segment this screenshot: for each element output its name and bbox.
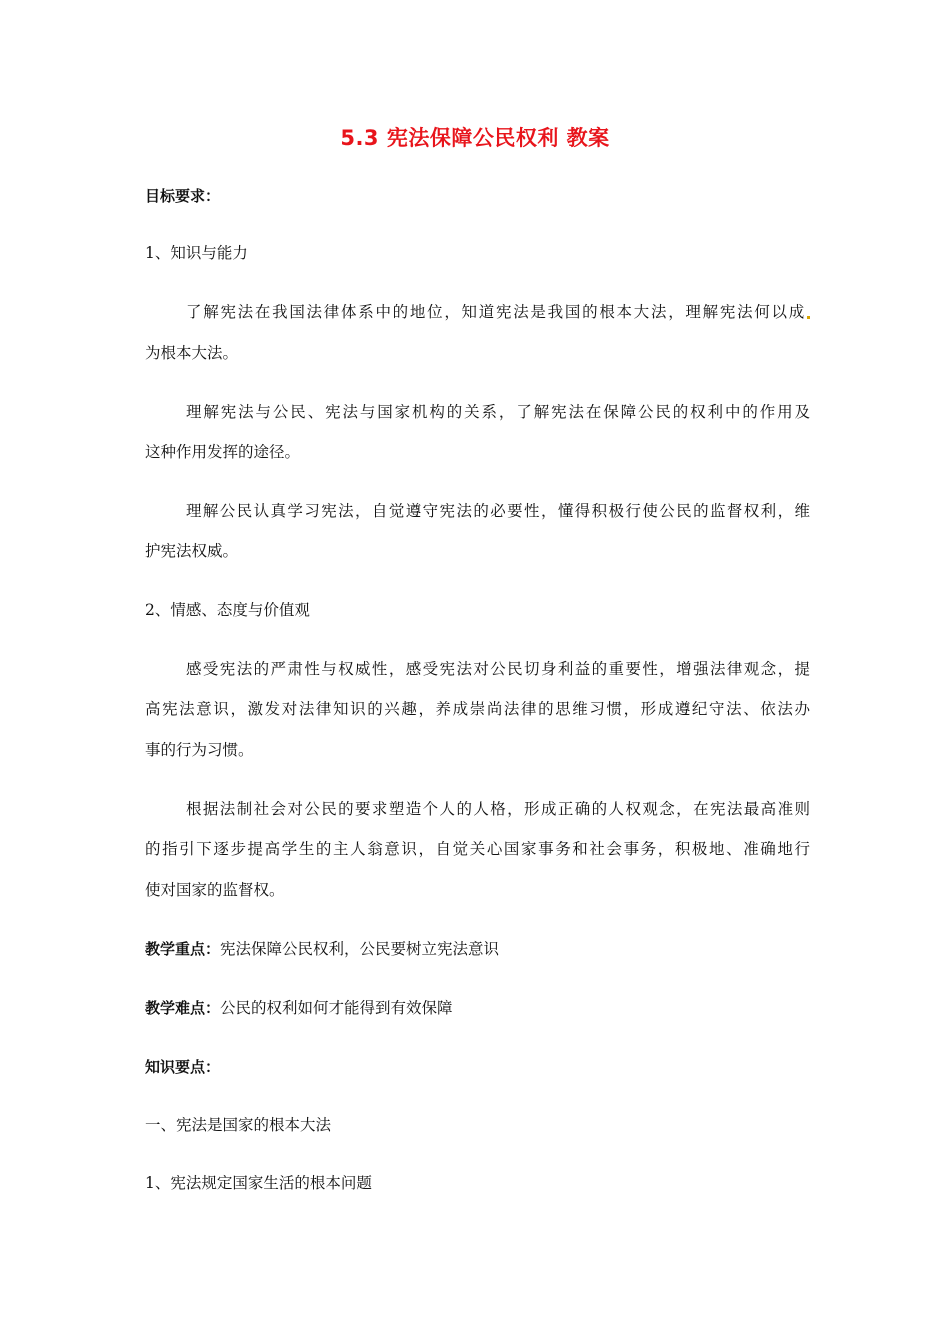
emotion-values-heading: 2、情感、态度与价值观 <box>145 601 310 619</box>
annotation-mark <box>807 316 810 319</box>
page-title: 5.3 宪法保障公民权利 教案 <box>340 126 610 150</box>
knowledge-p2-line1: 理解宪法与公民、宪法与国家机构的关系，了解宪法在保障公民的权利中的作用及 <box>186 403 810 421</box>
difficulty-text: 公民的权利如何才能得到有效保障 <box>220 999 453 1017</box>
knowledge-p1-line2: 为根本大法。 <box>145 344 239 362</box>
knowledge-p3-line1: 理解公民认真学习宪法，自觉遵守宪法的必要性，懂得积极行使公民的监督权利，维 <box>186 502 810 520</box>
emotion-p1-line1: 感受宪法的严肃性与权威性，感受宪法对公民切身利益的重要性，增强法律观念，提 <box>186 660 810 678</box>
key-point-label: 教学重点： <box>145 940 221 958</box>
emotion-p2-line2: 的指引下逐步提高学生的主人翁意识，自觉关心国家事务和社会事务，积极地、准确地行 <box>145 840 810 858</box>
knowledge-p3-line2: 护宪法权威。 <box>145 542 239 560</box>
key-point-row <box>145 939 810 959</box>
emotion-p1-line2: 高宪法意识，激发对法律知识的兴趣，养成崇尚法律的思维习惯，形成遵纪守法、依法办 <box>145 700 810 718</box>
knowledge-ability-heading: 1、知识与能力 <box>145 244 248 262</box>
knowledge-p2-line2: 这种作用发挥的途径。 <box>145 443 301 461</box>
key-point-text: 宪法保障公民权利，公民要树立宪法意识 <box>220 940 500 958</box>
emotion-p2-line3: 使对国家的监督权。 <box>145 881 285 899</box>
knowledge-points-heading: 知识要点： <box>145 1058 221 1076</box>
section-1-heading: 一、宪法是国家的根本大法 <box>145 1116 332 1134</box>
difficulty-label: 教学难点： <box>145 999 221 1017</box>
section-1-item-1: 1、宪法规定国家生活的根本问题 <box>145 1174 372 1192</box>
emotion-p2-line1: 根据法制社会对公民的要求塑造个人的人格，形成正确的人权观念，在宪法最高准则 <box>186 800 810 818</box>
knowledge-p1-line1: 了解宪法在我国法律体系中的地位，知道宪法是我国的根本大法，理解宪法何以成 <box>186 302 810 322</box>
emotion-p1-line3: 事的行为习惯。 <box>145 741 254 759</box>
objectives-heading: 目标要求： <box>145 187 221 205</box>
difficulty-row <box>145 998 810 1018</box>
